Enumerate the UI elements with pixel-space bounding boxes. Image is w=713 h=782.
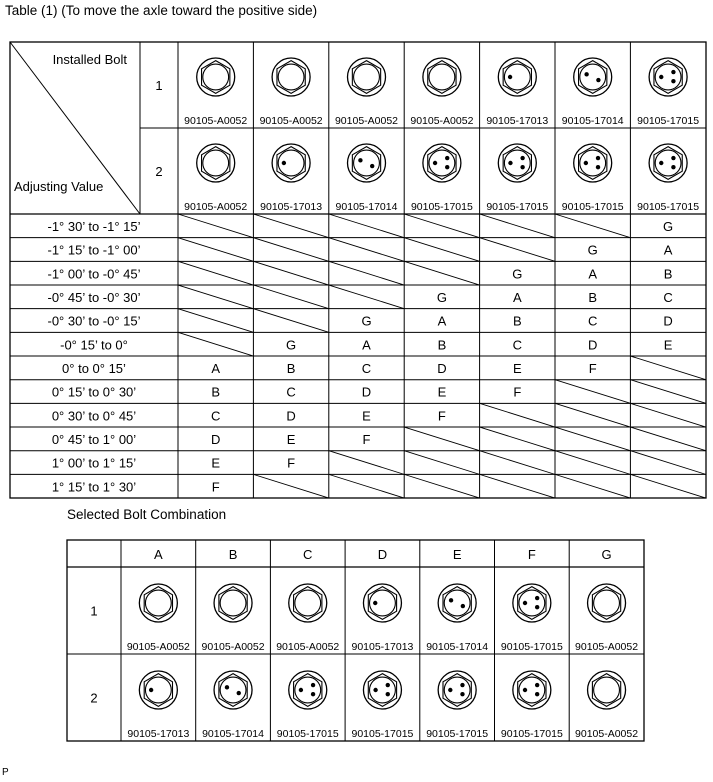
bolt-part-number: 90105-17013 <box>260 201 323 213</box>
combination-code: E <box>437 384 447 400</box>
bolt-hexagon <box>219 587 247 620</box>
bolt-head-icon <box>214 584 252 622</box>
bolt-hexagon <box>443 674 471 707</box>
combination-code: C <box>211 408 221 424</box>
combination-code: E <box>211 455 221 471</box>
adjusting-value-label: 0° to 0° 15’ <box>62 361 126 377</box>
bolt-part-number: 90105-A0052 <box>259 115 323 127</box>
combination-code: A <box>588 266 598 282</box>
bolt-mark-dot <box>523 688 527 692</box>
bolt-part-number: 90105-17015 <box>500 728 563 740</box>
bolt-part-number: 90105-17015 <box>486 201 549 213</box>
combination-column-header: B <box>228 547 238 562</box>
footer-mark: P <box>2 767 9 778</box>
combination-code: C <box>286 384 296 400</box>
combination-code: B <box>286 361 296 377</box>
bolt-part-number: 90105-17013 <box>127 728 190 740</box>
combination-code: B <box>512 313 522 329</box>
combination-code: F <box>588 361 597 377</box>
bolt-hexagon <box>518 587 546 620</box>
bolt-part-number: 90105-17014 <box>561 115 624 127</box>
combination-code: G <box>361 313 372 329</box>
combination-code: A <box>437 313 447 329</box>
bolt-part-number: 90105-17015 <box>351 728 414 740</box>
bolt-head-icon <box>588 584 626 622</box>
bolt-head-icon <box>363 671 401 709</box>
combination-code: F <box>362 432 371 448</box>
bolt-mark-dot <box>373 688 377 692</box>
adjusting-value-header: Adjusting Value <box>14 179 104 194</box>
combination-code: C <box>361 361 372 377</box>
adjusting-value-label: -0° 30’ to -0° 15’ <box>47 313 141 329</box>
bolt-part-number: 90105-A0052 <box>126 641 190 653</box>
combination-code: E <box>286 432 296 448</box>
bolt-head-icon <box>139 584 177 622</box>
combination-code: D <box>361 384 372 400</box>
bolt-mark-dot <box>149 688 153 692</box>
combination-column-header: A <box>154 547 163 562</box>
bolt-mark-dot <box>535 683 539 687</box>
bolt-part-number: 90105-17014 <box>426 641 489 653</box>
bolt-hexagon <box>294 587 322 620</box>
bolt-part-number: 90105-17015 <box>410 201 473 213</box>
adjusting-value-label: -1° 15’ to -1° 00’ <box>47 242 141 258</box>
bolt-mark-dot <box>535 596 539 600</box>
bolt-inner-circle <box>220 677 246 703</box>
bolt-inner-circle <box>444 677 470 703</box>
bolt-mark-dot <box>535 605 539 609</box>
bolt-inner-circle <box>370 677 396 703</box>
page-title: Table (1) (To move the axle toward the positive side) <box>5 3 318 18</box>
bolt-head-icon <box>438 671 476 709</box>
combination-code: A <box>211 361 221 377</box>
bolt-part-number: 90105-A0052 <box>575 641 639 653</box>
adjusting-value-label: 0° 15’ to 0° 30’ <box>51 384 137 400</box>
bolt-hexagon <box>144 587 172 620</box>
bolt-part-number: 90105-17014 <box>202 728 265 740</box>
bolt-hexagon <box>443 587 471 620</box>
bolt-mark-dot <box>386 683 390 687</box>
combination-code: G <box>436 290 447 306</box>
bolt-head-icon <box>513 671 551 709</box>
bolt-mark-dot <box>460 692 464 696</box>
combination-code: B <box>663 266 673 282</box>
installed-row-label: 2 <box>155 164 163 179</box>
bolt-part-number: 90105-17015 <box>276 728 339 740</box>
bolt-inner-circle <box>594 677 620 703</box>
combination-code: D <box>286 408 296 424</box>
adjusting-value-label: 1° 15’ to 1° 30’ <box>51 479 137 495</box>
bolt-inner-circle <box>444 590 470 616</box>
bolt-mark-dot <box>449 598 453 602</box>
combination-code: F <box>287 455 296 471</box>
adjusting-value-label: 1° 00’ to 1° 15’ <box>51 455 137 471</box>
bolt-part-number: 90105-17015 <box>500 641 563 653</box>
adjusting-value-label: -1° 30’ to -1° 15’ <box>47 219 141 234</box>
combination-code: D <box>437 361 447 377</box>
combination-column-header: F <box>527 547 536 562</box>
combination-column-header: C <box>303 547 313 562</box>
combination-code: E <box>663 337 673 353</box>
bolt-mark-dot <box>523 601 527 605</box>
combination-code: F <box>437 408 446 424</box>
combination-row-label: 1 <box>90 603 98 619</box>
installed-row-label: 1 <box>155 78 163 93</box>
bolt-head-icon <box>289 671 327 709</box>
bolt-part-number: 90105-17013 <box>351 641 414 653</box>
bolt-head-icon <box>438 584 476 622</box>
adjusting-value-label: -1° 00’ to -0° 45’ <box>47 266 141 282</box>
bolt-head-icon <box>513 584 551 622</box>
combination-code: B <box>588 290 598 306</box>
bolt-hexagon <box>592 587 620 620</box>
combination-code: D <box>211 432 221 448</box>
combination-code: A <box>663 242 673 258</box>
combination-code: B <box>437 337 447 353</box>
installed-bolt-header: Installed Bolt <box>52 52 127 67</box>
bolt-mark-dot <box>535 692 539 696</box>
bolt-inner-circle <box>519 677 545 703</box>
combination-code: G <box>512 266 523 282</box>
combination-column-header: E <box>452 547 462 562</box>
bolt-head-icon <box>289 584 327 622</box>
bolt-part-number: 90105-A0052 <box>201 641 265 653</box>
combination-code: D <box>588 337 598 353</box>
bolt-mark-dot <box>448 688 452 692</box>
bolt-inner-circle <box>220 590 246 616</box>
combination-row-label: 2 <box>90 690 98 706</box>
combination-code: G <box>286 337 297 353</box>
bolt-hexagon <box>368 674 396 707</box>
bolt-mark-dot <box>299 688 303 692</box>
bolt-part-number: 90105-A0052 <box>334 115 399 127</box>
bolt-inner-circle <box>145 590 171 616</box>
bolt-part-number: 90105-A0052 <box>184 115 248 127</box>
bolt-part-number: 90105-A0052 <box>184 201 248 213</box>
bolt-part-number: 90105-17015 <box>561 201 624 213</box>
bolt-mark-dot <box>460 683 464 687</box>
bolt-part-number: 90105-A0052 <box>575 728 639 740</box>
bolt-part-number: 90105-17013 <box>486 115 549 127</box>
section-title: Selected Bolt Combination <box>67 507 227 522</box>
adjusting-value-label: -0° 15’ to 0° <box>60 337 128 353</box>
bolt-mark-dot <box>311 683 315 687</box>
combination-code: A <box>362 337 371 353</box>
combination-code: C <box>512 337 522 353</box>
combination-code: B <box>211 384 221 400</box>
bolt-inner-circle <box>594 590 620 616</box>
bolt-inner-circle <box>295 590 321 616</box>
bolt-mark-dot <box>461 604 465 608</box>
bolt-hexagon <box>592 674 620 707</box>
bolt-part-number: 90105-A0052 <box>276 641 340 653</box>
combination-code: G <box>663 219 674 234</box>
bolt-mark-dot <box>386 692 390 696</box>
bolt-mark-dot <box>311 692 315 696</box>
combination-code: A <box>512 290 522 306</box>
bolt-inner-circle <box>295 677 321 703</box>
combination-column-header: G <box>601 547 612 562</box>
combination-code: G <box>587 242 598 258</box>
combination-code: D <box>663 313 673 329</box>
bolt-part-number: 90105-17015 <box>426 728 489 740</box>
bolt-head-icon <box>214 671 252 709</box>
combination-code: F <box>513 384 522 400</box>
bolt-inner-circle <box>519 590 545 616</box>
bolt-part-number: 90105-A0052 <box>410 115 474 127</box>
bolt-hexagon <box>219 674 247 707</box>
bolt-hexagon <box>368 587 396 620</box>
bolt-part-number: 90105-17015 <box>637 201 700 213</box>
combination-code: C <box>663 290 673 306</box>
combination-code: C <box>588 313 598 329</box>
combination-column-header: D <box>377 547 388 562</box>
adjusting-value-label: 0° 45’ to 1° 00’ <box>51 432 137 448</box>
bolt-hexagon <box>294 674 322 707</box>
bolt-head-icon <box>139 671 177 709</box>
combination-code: E <box>512 361 522 377</box>
bolt-mark-dot <box>373 601 377 605</box>
bolt-part-number: 90105-17014 <box>335 201 398 213</box>
bolt-part-number: 90105-17015 <box>637 115 700 127</box>
adjusting-value-label: -0° 45’ to -0° 30’ <box>47 290 141 306</box>
bolt-mark-dot <box>225 685 229 689</box>
combination-code: E <box>362 408 371 424</box>
combination-code: F <box>211 479 220 495</box>
bolt-head-icon <box>363 584 401 622</box>
bolt-mark-dot <box>237 691 241 695</box>
bolt-hexagon <box>518 674 546 707</box>
bolt-hexagon <box>144 674 172 707</box>
adjusting-value-label: 0° 30’ to 0° 45’ <box>51 408 137 424</box>
bolt-head-icon <box>588 671 626 709</box>
